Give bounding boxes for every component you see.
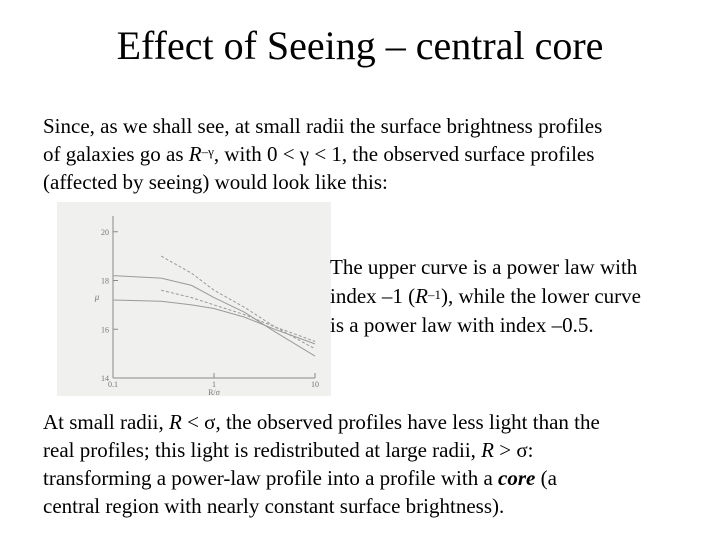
caption-text: index –1 ( xyxy=(330,284,416,308)
conclusion-text: real profiles; this light is redistributed at large radii, xyxy=(43,438,482,462)
caption-line-1: The upper curve is a power law with xyxy=(330,255,638,279)
x-tick-label: 1 xyxy=(212,380,216,389)
series-line-1 xyxy=(113,276,315,357)
radius-symbol: R xyxy=(415,284,428,308)
x-axis-label: R/σ xyxy=(208,388,220,396)
radius-symbol: R xyxy=(168,410,182,434)
conclusion-line-4: central region with nearly constant surface brightness). xyxy=(43,494,505,518)
conclusion-line-1 xyxy=(43,408,703,436)
conclusion-line-3 xyxy=(43,464,703,492)
exponent: –1 xyxy=(427,287,441,302)
conclusion-text: transforming a power-law profile into a profile with a xyxy=(43,466,499,490)
conclusion-text: At small radii, xyxy=(43,410,169,434)
conclusion-text: (a xyxy=(535,466,557,490)
y-tick-label: 18 xyxy=(101,276,109,286)
intro-line-1: Since, as we shall see, at small radii the surface brightness profiles xyxy=(43,114,603,138)
series-line-2 xyxy=(161,256,315,349)
profile-chart xyxy=(57,202,331,396)
caption-text: ), while the lower curve xyxy=(440,284,641,308)
x-tick-label: 0.1 xyxy=(108,380,118,389)
slide-title: Effect of Seeing – central core xyxy=(116,23,604,68)
y-axis-label: μ xyxy=(94,292,100,302)
intro-text: of galaxies go as xyxy=(43,142,189,166)
figure-caption xyxy=(330,253,710,340)
y-tick-label: 16 xyxy=(101,325,109,335)
surface-brightness-figure xyxy=(57,202,331,396)
radius-symbol: R xyxy=(481,438,494,462)
exponent: –γ xyxy=(201,144,214,159)
radius-symbol: R xyxy=(188,142,202,166)
conclusion-line-2 xyxy=(43,436,703,464)
intro-line-2 xyxy=(43,140,703,168)
intro-paragraph xyxy=(43,112,703,196)
conclusion-paragraph xyxy=(43,408,703,520)
conclusion-text: < σ, the observed profiles have less light than the xyxy=(181,410,600,434)
caption-line-3: is a power law with index –0.5. xyxy=(330,313,594,337)
core-term: core xyxy=(498,466,536,490)
conclusion-text: > σ: xyxy=(494,438,534,462)
y-tick-label: 14 xyxy=(101,374,109,383)
y-tick-label: 20 xyxy=(101,227,109,237)
intro-line-3: (affected by seeing) would look like this: xyxy=(43,170,388,194)
intro-text: , with 0 < γ < 1, the observed surface profiles xyxy=(213,142,595,166)
x-tick-label: 10 xyxy=(311,380,319,389)
caption-line-2 xyxy=(330,282,710,311)
